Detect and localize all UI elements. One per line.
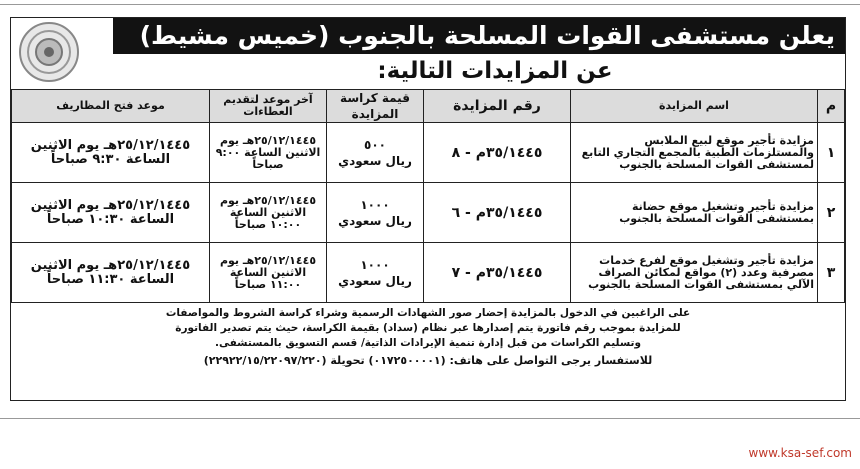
column-header-tender-number: رقم المزايدة	[424, 90, 571, 123]
submission-deadline: ٢٥/١٢/١٤٤٥هـ يوم الاثنين الساعة ١١:٠٠ صباحاً	[210, 243, 327, 303]
booklet-price-cell	[327, 243, 424, 303]
hospital-seal-icon	[19, 22, 79, 82]
tender-name: مزايدة تأجير وتشغيل موقع لفرع خدمات مصرفية وعدد (٢) مواقع لمكائن الصراف الآلي بمستشفى القوات المسلحة بالجنوب	[571, 243, 818, 303]
source-url: www.ksa-sef.com	[748, 446, 852, 460]
submission-deadline: ٢٥/١٢/١٤٤٥هـ يوم الاثنين الساعة ٩:٠٠ صباحاً	[210, 123, 327, 183]
booklet-price-cell	[327, 183, 424, 243]
footer-line-2: للمزايدة بموجب رقم فاتورة يتم إصدارها عبر نظام (سداد) بقيمة الكراسة، حيث يتم تصدير الفاتورة	[175, 322, 681, 334]
column-header-submission-deadline: آخر موعد لتقديم العطاءات	[210, 90, 327, 123]
ad-title: يعلن مستشفى القوات المسلحة بالجنوب (خميس مشيط)	[113, 18, 845, 54]
submission-deadline: ٢٥/١٢/١٤٤٥هـ يوم الاثنين الساعة ١٠:٠٠ صباحاً	[210, 183, 327, 243]
row-number: ٣	[818, 243, 845, 303]
row-number: ١	[818, 123, 845, 183]
contact-phone: للاستفسار يرجى التواصل على هاتف: (٠١٧٢٥٠٠٠٠١) تحويلة (٢٢٩٢٢/١٥/٢٢٠٩٧/٢٢٠)	[203, 354, 653, 367]
tender-name: مزايدة تأجير وتشغيل موقع حضانة بمستشفى القوات المسلحة بالجنوب	[571, 183, 818, 243]
column-header-tender-name: اسم المزايدة	[571, 90, 818, 123]
table-row	[12, 123, 845, 183]
table-row	[12, 243, 845, 303]
tender-name: مزايدة تأجير موقع لبيع الملابس والمستلزمات الطبية بالمجمع التجاري التابع لمستشفى القوات المسلحة بالجنوب	[571, 123, 818, 183]
ad-footer	[11, 303, 845, 368]
envelope-opening-date: ٢٥/١٢/١٤٤٥هـ يوم الاثنين الساعة ٩:٣٠ صباحاً	[12, 123, 210, 183]
currency-label: ريال سعودي	[338, 273, 412, 288]
ad-subtitle: عن المزايدات التالية:	[377, 58, 613, 84]
tender-number: ٣٥/١٤٤٥م - ٧	[424, 243, 571, 303]
table-header-row	[12, 90, 845, 123]
top-divider	[0, 0, 860, 5]
footer-line-3: وتسليم الكراسات من قبل إدارة تنمية الإيرادات الذاتية/ قسم التسويق بالمستشفى.	[214, 337, 641, 349]
column-header-number: م	[818, 90, 845, 123]
envelope-opening-date: ٢٥/١٢/١٤٤٥هـ يوم الاثنين الساعة ١١:٣٠ صباحاً	[12, 243, 210, 303]
booklet-price: ١٠٠٠	[360, 197, 390, 212]
tender-advertisement	[10, 17, 846, 401]
currency-label: ريال سعودي	[338, 213, 412, 228]
booklet-price: ٥٠٠	[364, 137, 386, 152]
column-header-envelope-opening: موعد فتح المظاريف	[12, 90, 210, 123]
footer-line-1: على الراغبين في الدخول بالمزايدة إحضار صور الشهادات الرسمية وشراء كراسة الشروط والمواصفات	[165, 307, 691, 319]
tender-number: ٣٥/١٤٤٥م - ٦	[424, 183, 571, 243]
tender-number: ٣٥/١٤٤٥م - ٨	[424, 123, 571, 183]
booklet-price-cell	[327, 123, 424, 183]
booklet-price: ١٠٠٠	[360, 257, 390, 272]
column-header-booklet-price: قيمة كراسة المزايدة	[327, 90, 424, 123]
currency-label: ريال سعودي	[338, 153, 412, 168]
tenders-table	[11, 89, 845, 303]
ad-header	[11, 18, 845, 89]
row-number: ٢	[818, 183, 845, 243]
envelope-opening-date: ٢٥/١٢/١٤٤٥هـ يوم الاثنين الساعة ١٠:٣٠ صباحاً	[12, 183, 210, 243]
table-row	[12, 183, 845, 243]
bottom-divider	[0, 418, 860, 419]
